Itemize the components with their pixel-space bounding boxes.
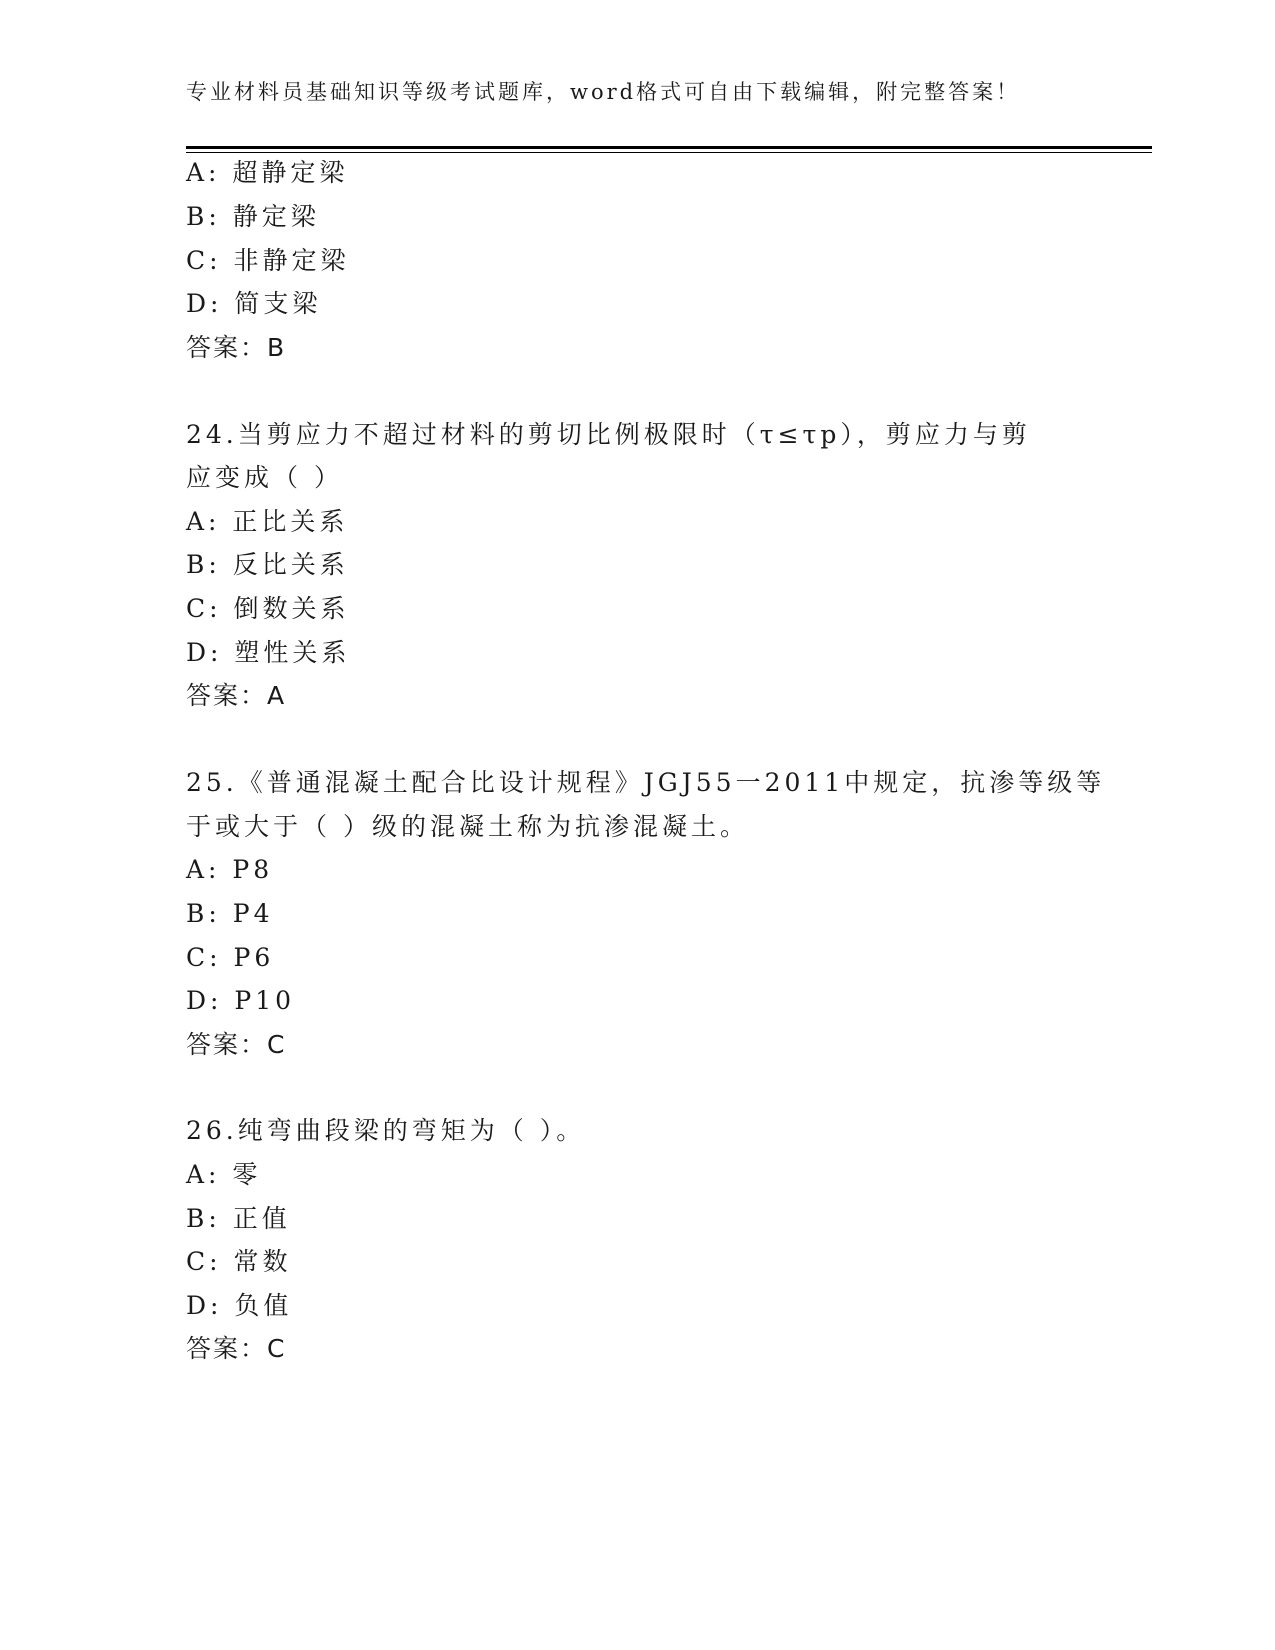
q24-option-b: B: 反比关系	[186, 550, 349, 579]
q24-option-d: D: 塑性关系	[186, 638, 351, 667]
header-rule-thick	[186, 146, 1152, 149]
q25-answer: 答案：C	[186, 1030, 287, 1059]
q24-stem-line1: 24.当剪应力不超过材料的剪切比例极限时（τ≤τp），剪应力与剪	[186, 420, 1031, 449]
q23-option-d: D: 简支梁	[186, 289, 322, 318]
q25-stem-line1: 25.《普通混凝土配合比设计规程》JGJ55一2011中规定，抗渗等级等	[186, 768, 1106, 797]
header-rule-thin	[186, 152, 1152, 153]
q23-answer: 答案：B	[186, 333, 287, 362]
q25-option-a: A: P8	[186, 855, 274, 884]
q24-stem-line2: 应变成（ ）	[186, 463, 343, 492]
q26-stem-line1: 26.纯弯曲段梁的弯矩为（ ）。	[186, 1116, 586, 1145]
q24-option-c: C: 倒数关系	[186, 594, 350, 623]
q25-stem-line2: 于或大于（ ）级的混凝土称为抗渗混凝土。	[186, 812, 749, 841]
q26-option-b: B: 正值	[186, 1204, 291, 1233]
q23-option-c: C: 非静定梁	[186, 246, 350, 275]
q26-option-c: C: 常数	[186, 1247, 292, 1276]
q26-option-a: A: 零	[186, 1160, 262, 1189]
q24-answer: 答案：A	[186, 681, 287, 710]
q23-option-a: A: 超静定梁	[186, 158, 349, 187]
page-header: 专业材料员基础知识等级考试题库，word格式可自由下载编辑，附完整答案！	[186, 80, 1021, 104]
q25-option-d: D: P10	[186, 986, 296, 1015]
q23-option-b: B: 静定梁	[186, 202, 320, 231]
q25-option-b: B: P4	[186, 899, 274, 928]
q26-answer: 答案：C	[186, 1334, 287, 1363]
q25-option-c: C: P6	[186, 943, 275, 972]
q24-option-a: A: 正比关系	[186, 507, 349, 536]
q26-option-d: D: 负值	[186, 1291, 293, 1320]
